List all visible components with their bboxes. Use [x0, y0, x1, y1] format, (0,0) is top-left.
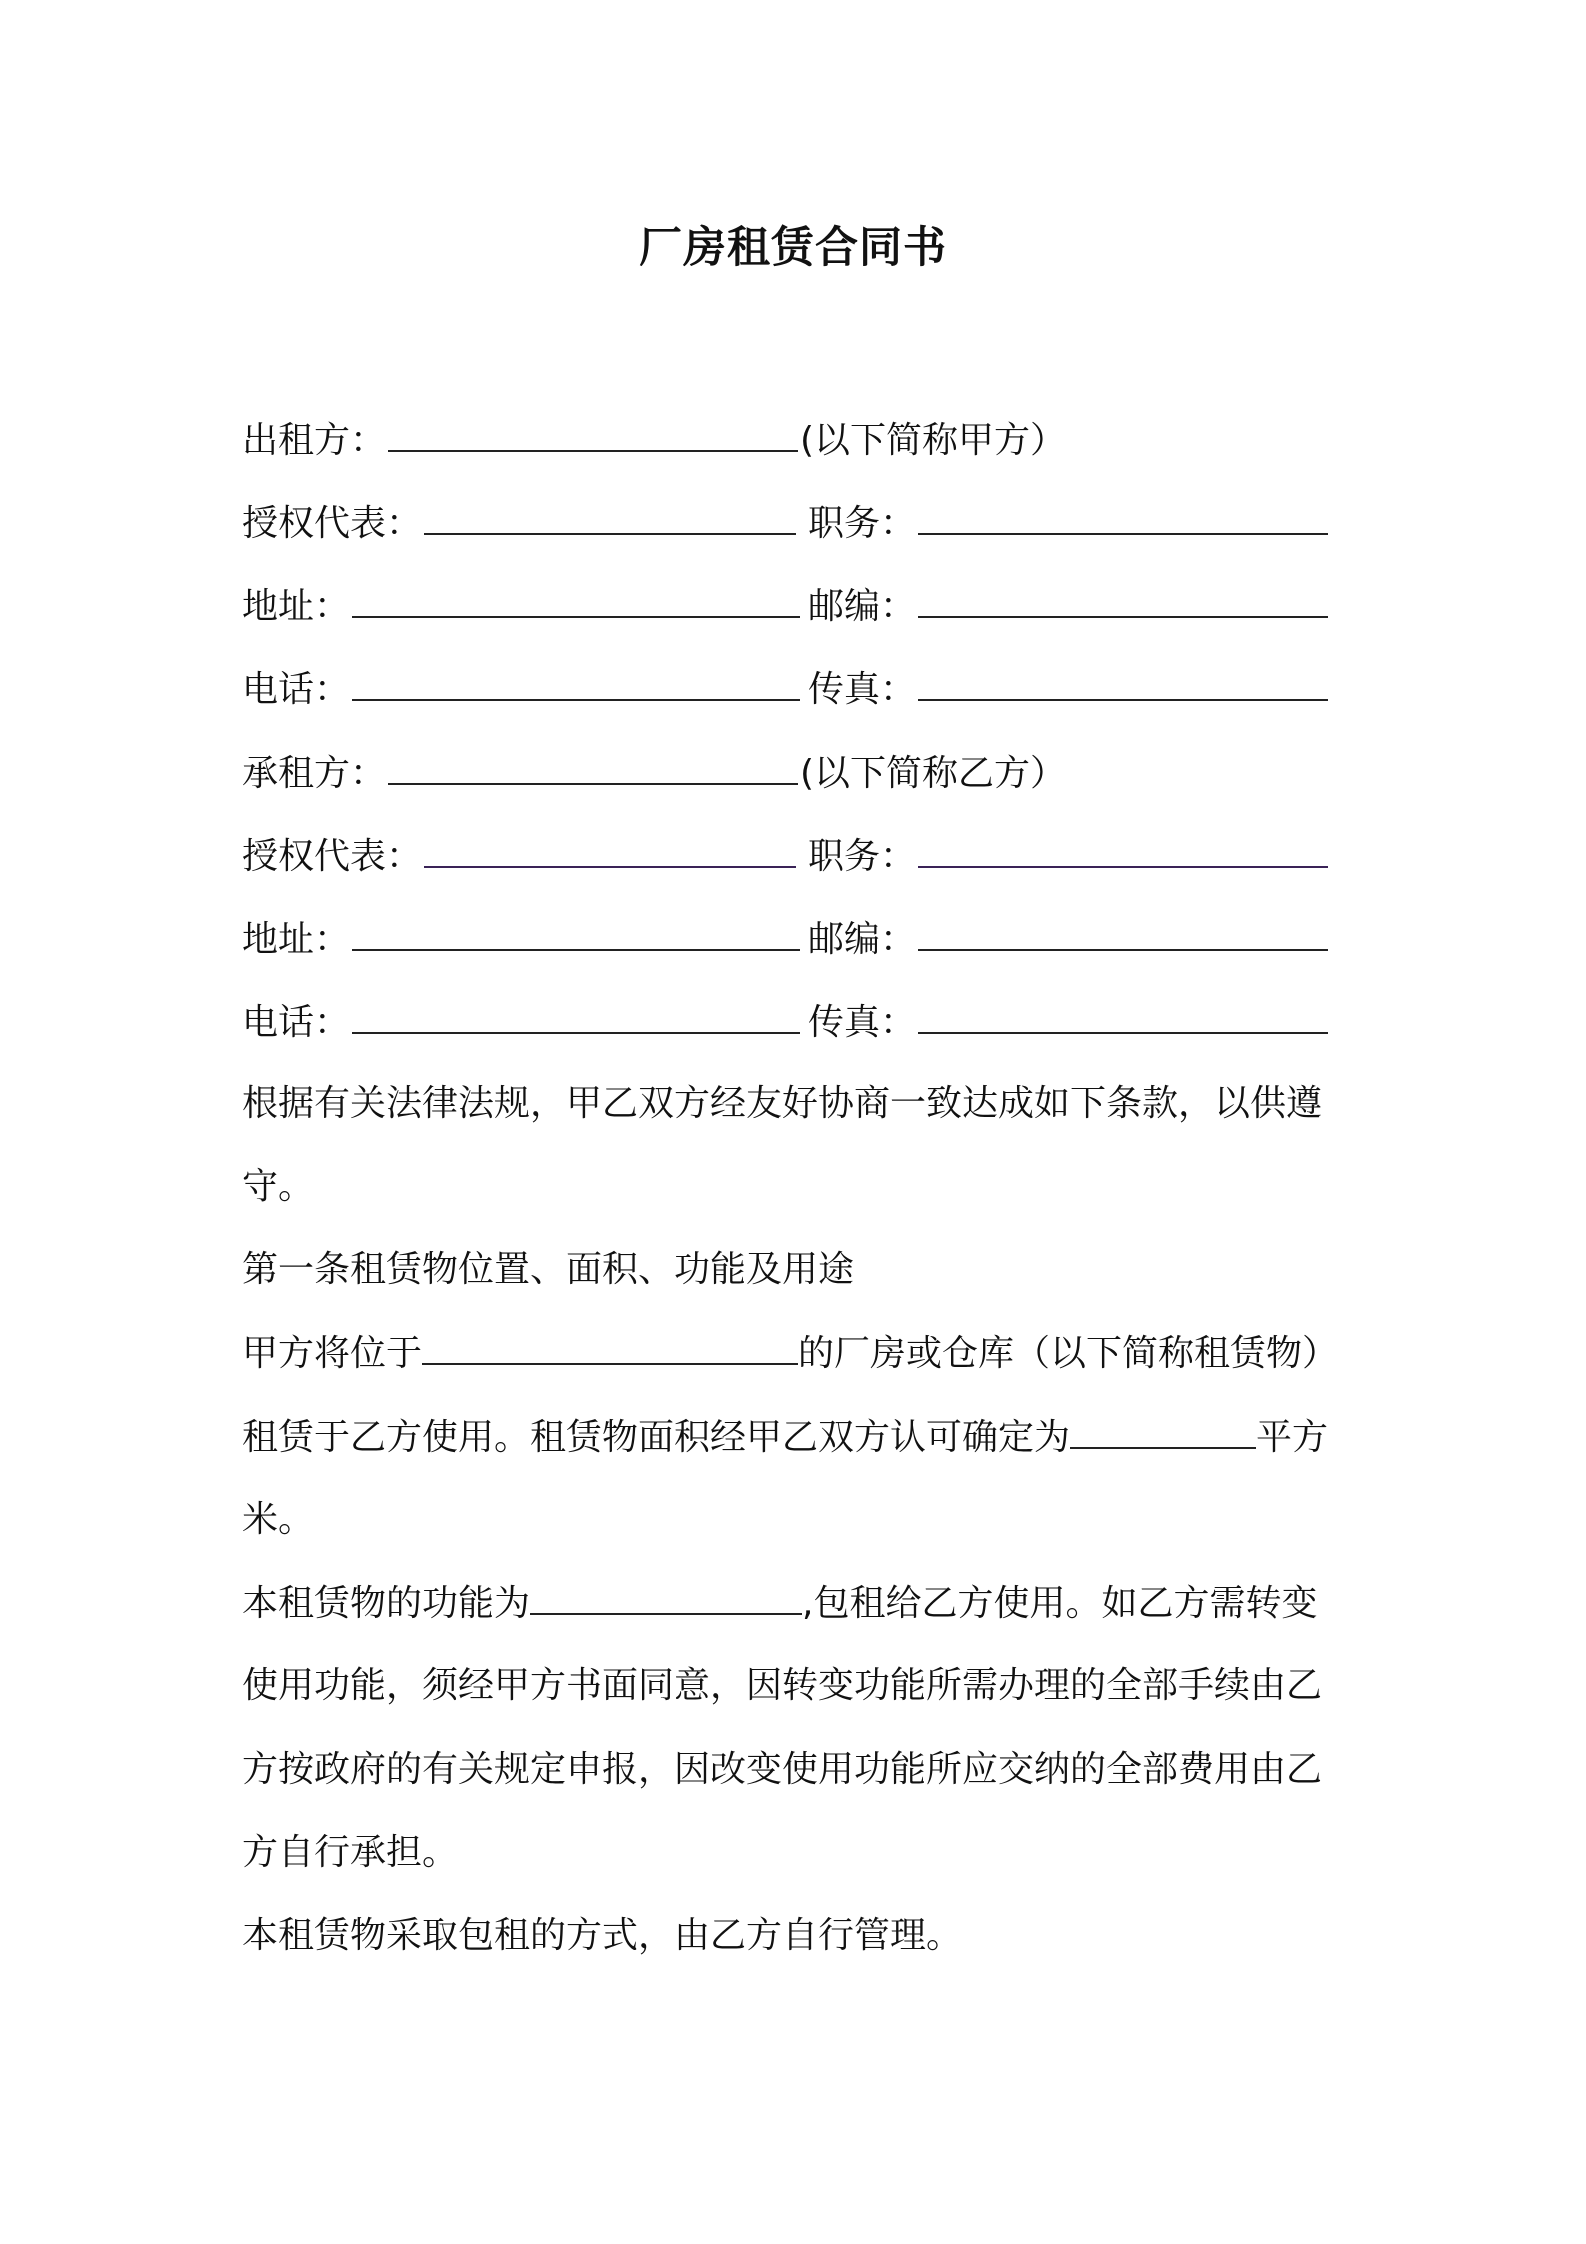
lessor-address-row — [242, 576, 1362, 632]
lessee-fax-group — [808, 992, 1330, 1051]
lessor-fax-blank[interactable] — [918, 659, 1328, 701]
function-blank[interactable] — [530, 1575, 802, 1615]
lessor-suffix: (以下简称甲方） — [800, 420, 1067, 461]
lessor-rep-blank[interactable] — [424, 493, 796, 535]
p2-text-b: ,包租给乙方使用。如乙方需转变 — [802, 1583, 1318, 1624]
lessor-label: 出租方： — [242, 420, 387, 461]
lessor-position-label: 职务： — [808, 503, 917, 544]
lessee-position-label: 职务： — [808, 836, 917, 877]
article-1-p1-line-2 — [242, 1409, 1362, 1465]
article-1-p2-line-1 — [242, 1575, 1362, 1631]
lessor-address-label: 地址： — [242, 586, 351, 627]
lessor-position-group — [808, 493, 1330, 552]
lessee-phone-row — [242, 992, 1362, 1048]
lessee-address-label: 地址： — [242, 919, 351, 960]
lessee-postcode-blank[interactable] — [918, 909, 1328, 951]
lessee-rep-label: 授权代表： — [242, 836, 423, 877]
article-1-p1-line-3: 米。 — [242, 1499, 315, 1540]
lessee-label: 承租方： — [242, 753, 387, 794]
lessor-address-blank[interactable] — [352, 576, 800, 618]
article-1-p1-line-1 — [242, 1325, 1362, 1381]
lessor-phone-row — [242, 659, 1362, 715]
lessor-rep-row — [242, 493, 1362, 549]
lessor-position-blank[interactable] — [918, 493, 1328, 535]
intro-line-1: 根据有关法律法规，甲乙双方经友好协商一致达成如下条款，以供遵 — [242, 1083, 1323, 1124]
article-1-p2-line-2: 使用功能，须经甲方书面同意，因转变功能所需办理的全部手续由乙 — [242, 1665, 1323, 1706]
lessee-address-blank[interactable] — [352, 909, 800, 951]
intro-line-2: 守。 — [242, 1166, 315, 1207]
lessee-fax-blank[interactable] — [918, 992, 1328, 1034]
article-1-p3: 本租赁物采取包租的方式，由乙方自行管理。 — [242, 1915, 963, 1956]
document-title: 厂房租赁合同书 — [639, 223, 947, 273]
p1-text-d: 平方 — [1256, 1417, 1329, 1458]
lessor-phone-label: 电话： — [242, 669, 351, 710]
article-1-p2-line-3: 方按政府的有关规定申报，因改变使用功能所应交纳的全部费用由乙 — [242, 1749, 1323, 1790]
p2-text-a: 本租赁物的功能为 — [242, 1583, 531, 1624]
lessee-row — [242, 743, 1362, 799]
lessee-postcode-label: 邮编： — [808, 919, 917, 960]
lessor-postcode-label: 邮编： — [808, 586, 917, 627]
lessor-fax-group — [808, 659, 1330, 718]
lessor-fax-label: 传真： — [808, 669, 917, 710]
lessor-row — [242, 410, 1362, 466]
lessee-postcode-group — [808, 909, 1330, 968]
article-1-p2-line-4: 方自行承担。 — [242, 1832, 459, 1873]
article-1-heading: 第一条租赁物位置、面积、功能及用途 — [242, 1249, 855, 1290]
lessee-fax-label: 传真： — [808, 1002, 917, 1043]
lessor-postcode-group — [808, 576, 1330, 635]
lessee-position-group — [808, 826, 1330, 885]
lessor-name-blank[interactable] — [388, 410, 798, 452]
lessee-phone-label: 电话： — [242, 1002, 351, 1043]
lessee-position-blank[interactable] — [918, 826, 1328, 868]
location-blank[interactable] — [422, 1325, 798, 1365]
lessor-postcode-blank[interactable] — [918, 576, 1328, 618]
p1-text-a: 甲方将位于 — [242, 1333, 423, 1374]
lessee-rep-blank[interactable] — [424, 826, 796, 868]
lessee-address-row — [242, 909, 1362, 965]
lessor-rep-label: 授权代表： — [242, 503, 423, 544]
p1-text-b: 的厂房或仓库（以下简称租赁物） — [798, 1333, 1339, 1374]
lessee-rep-row — [242, 826, 1362, 882]
lessee-phone-blank[interactable] — [352, 992, 800, 1034]
lessee-name-blank[interactable] — [388, 743, 798, 785]
p1-text-c: 租赁于乙方使用。租赁物面积经甲乙双方认可确定为 — [242, 1417, 1071, 1458]
lessee-suffix: (以下简称乙方） — [800, 753, 1067, 794]
lessor-phone-blank[interactable] — [352, 659, 800, 701]
area-blank[interactable] — [1070, 1409, 1256, 1449]
